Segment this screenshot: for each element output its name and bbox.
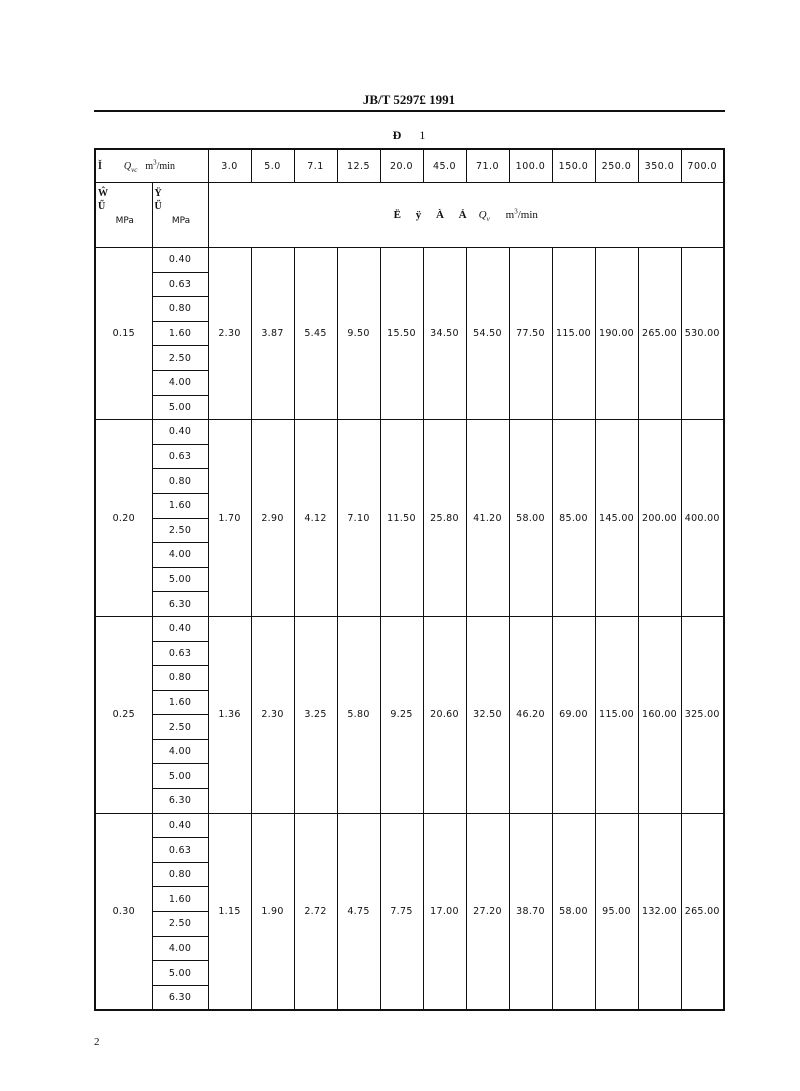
spec-table — [94, 148, 725, 1011]
outlet-pressure-cell: 1.60 — [152, 493, 208, 518]
flow-value-cell: 11.50 — [380, 420, 423, 617]
flow-value-cell: 115.00 — [552, 248, 595, 420]
flow-value-cell: 2.30 — [208, 248, 251, 420]
outlet-pressure-cell: 4.00 — [152, 739, 208, 764]
flow-value-cell: 1.70 — [208, 420, 251, 617]
flow-value-cell: 15.50 — [380, 248, 423, 420]
flow-value-cell: 38.70 — [509, 813, 552, 1010]
column-header: 20.0 — [380, 149, 423, 183]
inlet-pressure-cell: 0.25 — [95, 616, 152, 813]
outlet-pressure-cell: 2.50 — [152, 518, 208, 543]
header-row-units — [95, 183, 724, 248]
table-row — [95, 420, 724, 445]
flow-value-cell: 400.00 — [681, 420, 724, 617]
flow-value-cell: 200.00 — [638, 420, 681, 617]
flow-value-cell: 58.00 — [509, 420, 552, 617]
corner-header-cell — [95, 149, 208, 183]
corner-unit: $m^3/\min$ — [145, 158, 175, 172]
flow-value-cell: 85.00 — [552, 420, 595, 617]
flow-value-cell: 69.00 — [552, 616, 595, 813]
flow-value-cell: 145.00 — [595, 420, 638, 617]
table-row — [95, 616, 724, 641]
outlet-pressure-cell: 1.60 — [152, 690, 208, 715]
flow-value-cell: 9.25 — [380, 616, 423, 813]
table-row — [95, 813, 724, 838]
flow-value-cell: 77.50 — [509, 248, 552, 420]
outlet-pressure-cell: 0.63 — [152, 272, 208, 297]
outlet-pressure-cell: 6.30 — [152, 789, 208, 814]
table-row — [95, 248, 724, 273]
document-header — [94, 92, 724, 108]
flow-value-cell: 5.80 — [337, 616, 380, 813]
flow-value-cell: 115.00 — [595, 616, 638, 813]
standard-number: JB/T 5297£ 1991 — [362, 92, 456, 107]
flow-value-cell: 27.20 — [466, 813, 509, 1010]
flow-value-cell: 2.72 — [294, 813, 337, 1010]
column-header: 7.1 — [294, 149, 337, 183]
flow-value-cell: 325.00 — [681, 616, 724, 813]
flow-value-cell: 17.00 — [423, 813, 466, 1010]
flow-value-cell: 2.90 — [251, 420, 294, 617]
flow-value-cell: 5.45 — [294, 248, 337, 420]
flow-value-cell: 4.12 — [294, 420, 337, 617]
flow-value-cell: 7.10 — [337, 420, 380, 617]
flow-value-cell: 25.80 — [423, 420, 466, 617]
outlet-pressure-cell: 0.40 — [152, 420, 208, 445]
outlet-pressure-cell: 2.50 — [152, 912, 208, 937]
flow-value-cell: 46.20 — [509, 616, 552, 813]
column-header: 3.0 — [208, 149, 251, 183]
column-header: 350.0 — [638, 149, 681, 183]
outlet-pressure-cell: 1.60 — [152, 887, 208, 912]
table-title — [94, 128, 724, 143]
flow-value-cell: 32.50 — [466, 616, 509, 813]
outlet-pressure-cell: 0.80 — [152, 862, 208, 887]
outlet-pressure-cell: 0.63 — [152, 838, 208, 863]
outlet-pressure-cell: 0.63 — [152, 641, 208, 666]
flow-value-cell: 7.75 — [380, 813, 423, 1010]
inlet-pressure-cell: 0.30 — [95, 813, 152, 1010]
outlet-pressure-cell: 0.80 — [152, 666, 208, 691]
outlet-pressure-cell: 6.30 — [152, 592, 208, 617]
outlet-pressure-cell: 6.30 — [152, 985, 208, 1010]
table-title-number: 1 — [419, 128, 426, 142]
inlet-pressure-cell: 0.20 — [95, 420, 152, 617]
table-title-label: Ð — [392, 128, 402, 142]
outlet-pressure-cell: 0.63 — [152, 444, 208, 469]
outlet-pressure-cell: 0.40 — [152, 248, 208, 273]
outlet-pressure-cell: 5.00 — [152, 395, 208, 420]
outlet-pressure-cell: 5.00 — [152, 764, 208, 789]
inlet-pressure-header: Ŵ Ű MPa — [95, 183, 152, 248]
column-header: 250.0 — [595, 149, 638, 183]
outlet-pressure-cell: 1.60 — [152, 321, 208, 346]
outlet-pressure-cell: 0.40 — [152, 616, 208, 641]
flow-value-cell: 34.50 — [423, 248, 466, 420]
page-number: 2 — [94, 1036, 100, 1048]
outlet-pressure-cell: 4.00 — [152, 543, 208, 568]
flow-value-cell: 190.00 — [595, 248, 638, 420]
flow-value-cell: 3.87 — [251, 248, 294, 420]
flow-value-cell: 1.90 — [251, 813, 294, 1010]
flow-value-cell: 265.00 — [681, 813, 724, 1010]
column-header: 150.0 — [552, 149, 595, 183]
corner-symbol: $Q_{vc}$ — [123, 160, 138, 174]
flow-value-cell: 132.00 — [638, 813, 681, 1010]
column-header: 700.0 — [681, 149, 724, 183]
column-header: 100.0 — [509, 149, 552, 183]
outlet-pressure-cell: 2.50 — [152, 715, 208, 740]
outlet-pressure-header: Ÿ Ű MPa — [152, 183, 208, 248]
flow-value-cell: 9.50 — [337, 248, 380, 420]
flow-value-cell: 265.00 — [638, 248, 681, 420]
outlet-pressure-cell: 2.50 — [152, 346, 208, 371]
flow-value-cell: 2.30 — [251, 616, 294, 813]
outlet-pressure-cell: 5.00 — [152, 567, 208, 592]
flow-value-cell: 1.36 — [208, 616, 251, 813]
flow-value-cell: 41.20 — [466, 420, 509, 617]
outlet-pressure-cell: 5.00 — [152, 961, 208, 986]
flow-value-cell: 160.00 — [638, 616, 681, 813]
outlet-pressure-cell: 4.00 — [152, 936, 208, 961]
header-row-columns — [95, 149, 724, 183]
outlet-pressure-cell: 0.40 — [152, 813, 208, 838]
column-header: 5.0 — [251, 149, 294, 183]
flow-value-cell: 58.00 — [552, 813, 595, 1010]
flow-value-cell: 4.75 — [337, 813, 380, 1010]
flow-value-cell: 54.50 — [466, 248, 509, 420]
flow-value-cell: 95.00 — [595, 813, 638, 1010]
flow-value-cell: 1.15 — [208, 813, 251, 1010]
column-header: 12.5 — [337, 149, 380, 183]
column-header: 71.0 — [466, 149, 509, 183]
outlet-pressure-cell: 0.80 — [152, 469, 208, 494]
corner-label: Ǐ — [98, 160, 102, 172]
outlet-pressure-cell: 4.00 — [152, 370, 208, 395]
outlet-pressure-cell: 0.80 — [152, 297, 208, 322]
inlet-pressure-cell: 0.15 — [95, 248, 152, 420]
column-header: 45.0 — [423, 149, 466, 183]
header-rule — [94, 110, 725, 112]
flow-value-cell: 530.00 — [681, 248, 724, 420]
flow-rate-span-header: Ë ÿ À Ả $Q_v$ $m^3/\min$ — [208, 183, 724, 248]
flow-value-cell: 20.60 — [423, 616, 466, 813]
flow-value-cell: 3.25 — [294, 616, 337, 813]
